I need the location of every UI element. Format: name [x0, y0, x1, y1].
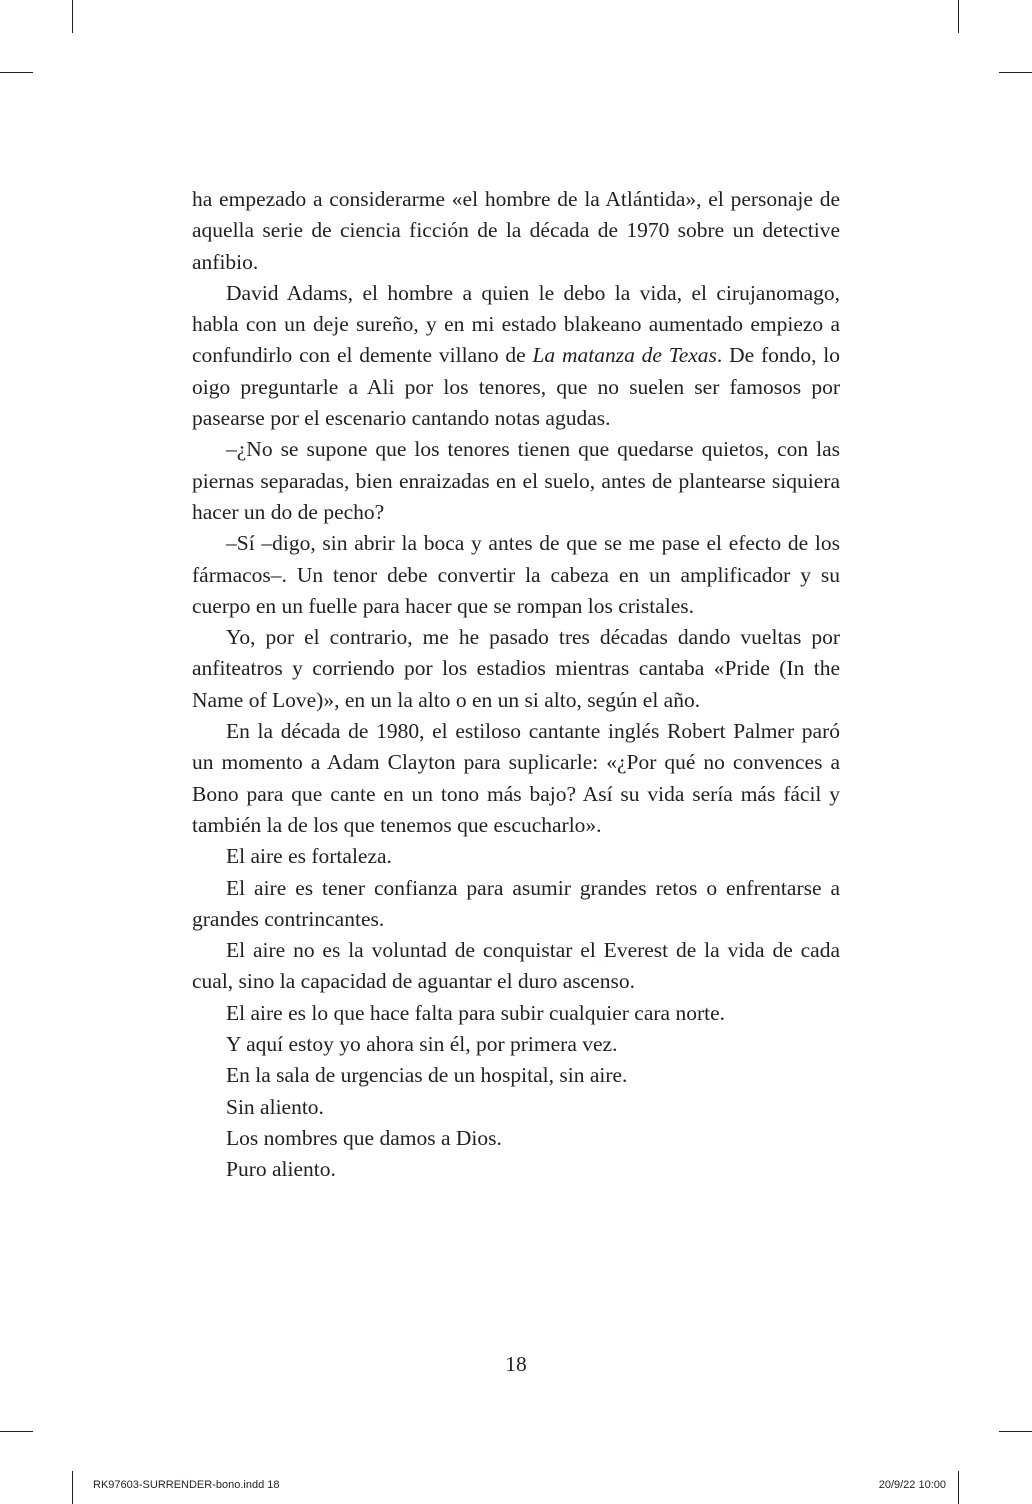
- paragraph-text: Puro aliento.: [226, 1157, 336, 1182]
- paragraph: [192, 998, 840, 1029]
- crop-mark-top-right-horizontal: [999, 72, 1032, 73]
- paragraph-text: El aire no es la voluntad de conquistar el Everest de la vida de cada cual, sino la capacidad de aguantar el duro ascenso.: [192, 938, 840, 994]
- paragraph: [192, 184, 840, 278]
- paragraph-text: David Adams, el hombre a quien le debo la vida, el cirujanomago, habla con un deje sureño, y en mi estado blakeano aumentado empiezo a confundirlo con el demente villano de: [192, 280, 840, 368]
- paragraph-text: El aire es lo que hace falta para subir cualquier cara norte.: [226, 1000, 726, 1025]
- italic-title: La matanza de Texas: [532, 343, 717, 368]
- paragraph: [192, 935, 840, 998]
- paragraph-text: En la sala de urgencias de un hospital, sin aire.: [226, 1063, 628, 1088]
- paragraph-text: –¿No se supone que los tenores tienen que quedarse quietos, con las piernas separadas, bien enraizadas en el suelo, antes de plantearse siquiera hacer un do de pecho?: [192, 437, 840, 524]
- paragraph-text: Y aquí estoy yo ahora sin él, por primera vez.: [226, 1032, 618, 1057]
- paragraph: [192, 278, 840, 434]
- paragraph-text: . De fondo, lo oigo preguntarle a Ali por los tenores, que no suelen ser famosos por pasearse por el escenario cantando notas agudas.: [192, 343, 840, 431]
- paragraph: [192, 622, 840, 716]
- paragraph-text: Sin aliento.: [226, 1094, 324, 1119]
- paragraph: [192, 1154, 840, 1185]
- paragraph: [192, 873, 840, 936]
- paragraph: [192, 1092, 840, 1123]
- slug-date: 20/9/22 10:00: [878, 1479, 946, 1491]
- paragraph: [192, 841, 840, 872]
- paragraph-text: Los nombres que damos a Dios.: [226, 1125, 502, 1150]
- crop-mark-bottom-left: [72, 1471, 73, 1504]
- paragraph-text: En la década de 1980, el estiloso cantante inglés Robert Palmer paró un momento a Adam Clayton para suplicarle: «¿Por qué no convences a Bono para que cante en un tono más bajo? Así su vida sería más fácil y también la de los que tenemos que escucharlo».: [192, 719, 840, 837]
- crop-mark-top-right: [958, 0, 959, 33]
- paragraph: [192, 1060, 840, 1091]
- crop-mark-bottom-left-horizontal: [0, 1431, 33, 1432]
- paragraph-text: El aire es tener confianza para asumir grandes retos o enfrentarse a grandes contrincantes.: [192, 875, 840, 931]
- paragraph: [192, 528, 840, 622]
- paragraph-text: –Sí –digo, sin abrir la boca y antes de que se me pase el efecto de los fármacos–. Un tenor debe convertir la cabeza en un amplificador y su cuerpo en un fuelle para hacer que se rompan los cristales.: [192, 531, 840, 618]
- body-text: [192, 184, 840, 1186]
- slug-file-name: RK97603-SURRENDER-bono.indd 18: [93, 1479, 280, 1491]
- page-number: 18: [505, 1352, 527, 1376]
- paragraph-text: Yo, por el contrario, me he pasado tres décadas dando vueltas por anfiteatros y corriendo por los estadios mientras cantaba «Pride (In the Name of Love)», en un la alto o en un si alto, según el año.: [192, 625, 840, 712]
- paragraph-text: El aire es fortaleza.: [226, 844, 392, 869]
- paragraph: [192, 1123, 840, 1154]
- crop-mark-bottom-right: [958, 1471, 959, 1504]
- paragraph: [192, 716, 840, 841]
- paragraph: [192, 1029, 840, 1060]
- crop-mark-top-left: [72, 0, 73, 33]
- paragraph-text: ha empezado a considerarme «el hombre de la Atlántida», el personaje de aquella serie de ciencia ficción de la década de 1970 sobre un detective anfibio.: [192, 187, 840, 274]
- crop-mark-top-left-horizontal: [0, 72, 33, 73]
- paragraph: [192, 434, 840, 528]
- crop-mark-bottom-right-horizontal: [999, 1431, 1032, 1432]
